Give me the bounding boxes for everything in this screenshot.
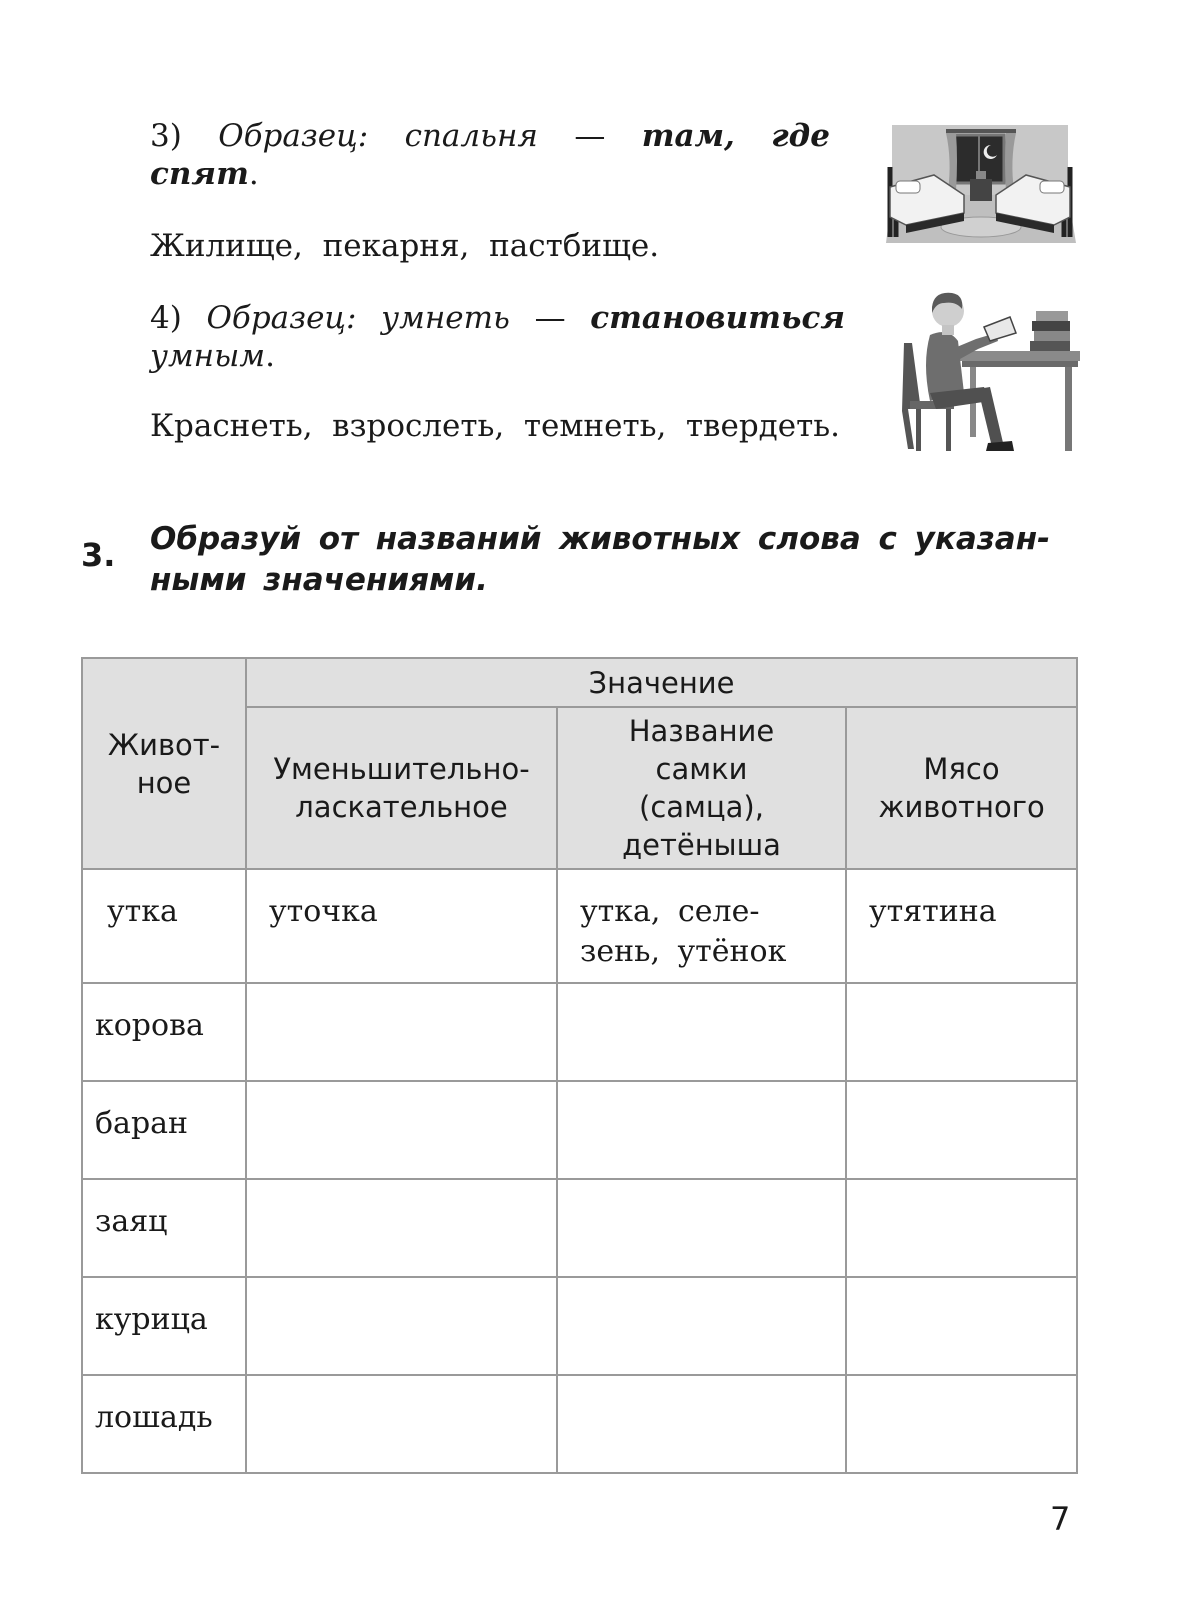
item3-sample-label: Образец: bbox=[218, 118, 369, 154]
header-meat-line1: Мясо bbox=[923, 752, 1000, 786]
item3-dot: . bbox=[248, 156, 259, 192]
header-animal-line1: Живот- bbox=[107, 727, 221, 762]
task-word-6: с bbox=[878, 521, 897, 557]
answer-cell[interactable] bbox=[557, 1179, 846, 1277]
answer-cell[interactable] bbox=[246, 983, 557, 1081]
item4-word-1: Краснеть, bbox=[150, 408, 313, 444]
answer-cell[interactable] bbox=[557, 1081, 846, 1179]
answer-cell[interactable] bbox=[846, 1081, 1077, 1179]
item4-number: 4) bbox=[150, 300, 182, 336]
boy-reading-illustration bbox=[900, 283, 1080, 453]
task-instruction-line2: ными значениями. bbox=[150, 562, 488, 598]
header-diminutive-line1: Уменьшительно- bbox=[273, 752, 530, 786]
answer-cell[interactable] bbox=[846, 1375, 1077, 1473]
task-instruction-line1 bbox=[150, 521, 1050, 557]
animal-cell: утка bbox=[82, 869, 246, 983]
task-word-1: Образуй bbox=[150, 521, 302, 557]
header-meat bbox=[846, 707, 1077, 869]
female-cell-line1: утка, селе- bbox=[580, 894, 760, 929]
table-row bbox=[82, 1375, 1077, 1473]
animal-cell: заяц bbox=[82, 1179, 246, 1277]
answer-cell[interactable] bbox=[246, 1179, 557, 1277]
header-animal-line2: ное bbox=[136, 765, 192, 800]
answer-cell[interactable] bbox=[846, 1179, 1077, 1277]
page-number: 7 bbox=[1050, 1500, 1071, 1538]
header-female-line2: самки bbox=[655, 752, 748, 786]
item3-words bbox=[150, 228, 659, 264]
animal-cell: лошадь bbox=[82, 1375, 246, 1473]
item3-number: 3) bbox=[150, 118, 182, 154]
answer-cell[interactable] bbox=[246, 1277, 557, 1375]
answer-cell[interactable] bbox=[246, 1081, 557, 1179]
item3-dash: — bbox=[574, 118, 606, 154]
diminutive-cell: уточка bbox=[246, 869, 557, 983]
item4-dot: . bbox=[265, 338, 275, 374]
header-female-line3: (самца), bbox=[639, 790, 764, 824]
item3-word-1: Жилище, bbox=[150, 228, 303, 264]
task-number: 3. bbox=[81, 536, 116, 574]
item4-sample-label: Образец: bbox=[206, 300, 357, 336]
table-row bbox=[82, 1179, 1077, 1277]
item4-word: умнеть bbox=[381, 300, 510, 336]
female-cell-line2: зень, утёнок bbox=[580, 934, 787, 969]
table-row bbox=[82, 869, 1077, 983]
answer-cell[interactable] bbox=[246, 1375, 557, 1473]
answer-cell[interactable] bbox=[846, 1277, 1077, 1375]
header-diminutive bbox=[246, 707, 557, 869]
task-word-7: указан- bbox=[914, 521, 1050, 557]
item3-definition-part2: где bbox=[771, 118, 830, 154]
item3-word-2: пекарня, bbox=[322, 228, 470, 264]
answer-cell[interactable] bbox=[846, 983, 1077, 1081]
animal-cell: корова bbox=[82, 983, 246, 1081]
answer-cell[interactable] bbox=[557, 1375, 846, 1473]
header-female-male-young bbox=[557, 707, 846, 869]
meat-cell: утятина bbox=[846, 869, 1077, 983]
item4-dash: — bbox=[534, 300, 566, 336]
task-word-4: животных bbox=[559, 521, 741, 557]
item3-definition-part1: там, bbox=[641, 118, 735, 154]
item4-definition-part1: становиться bbox=[590, 300, 845, 336]
table-row bbox=[82, 983, 1077, 1081]
answer-cell[interactable] bbox=[557, 983, 846, 1081]
bedroom-illustration bbox=[886, 125, 1076, 245]
item3-sample-continuation bbox=[150, 156, 259, 192]
header-diminutive-line2: ласкательное bbox=[295, 790, 508, 824]
task-word-5: слова bbox=[757, 521, 861, 557]
header-meaning: Значение bbox=[246, 658, 1077, 707]
animal-cell: баран bbox=[82, 1081, 246, 1179]
item3-word: спальня bbox=[404, 118, 538, 154]
item4-definition-cont: умным bbox=[150, 338, 266, 374]
item4-sample-continuation bbox=[150, 338, 275, 374]
item4-word-3: темнеть, bbox=[523, 408, 667, 444]
header-animal bbox=[82, 658, 246, 869]
header-female-line1: Название bbox=[628, 714, 775, 748]
item4-sample-line bbox=[150, 300, 845, 336]
table-row bbox=[82, 1081, 1077, 1179]
item3-definition-cont: спят bbox=[150, 156, 249, 192]
item4-word-4: твердеть. bbox=[685, 408, 840, 444]
task-word-2: от bbox=[318, 521, 359, 557]
female-male-young-cell bbox=[557, 869, 846, 983]
header-meat-line2: животного bbox=[878, 790, 1045, 824]
item3-sample-line bbox=[150, 118, 830, 154]
item3-word-3: пастбище. bbox=[489, 228, 660, 264]
task-word-3: названий bbox=[375, 521, 542, 557]
answer-cell[interactable] bbox=[557, 1277, 846, 1375]
table-row bbox=[82, 1277, 1077, 1375]
item4-words bbox=[150, 408, 840, 444]
animal-cell: курица bbox=[82, 1277, 246, 1375]
header-female-line4: детёныша bbox=[622, 828, 781, 862]
item4-word-2: взрослеть, bbox=[332, 408, 505, 444]
animal-words-table bbox=[81, 657, 1078, 1474]
